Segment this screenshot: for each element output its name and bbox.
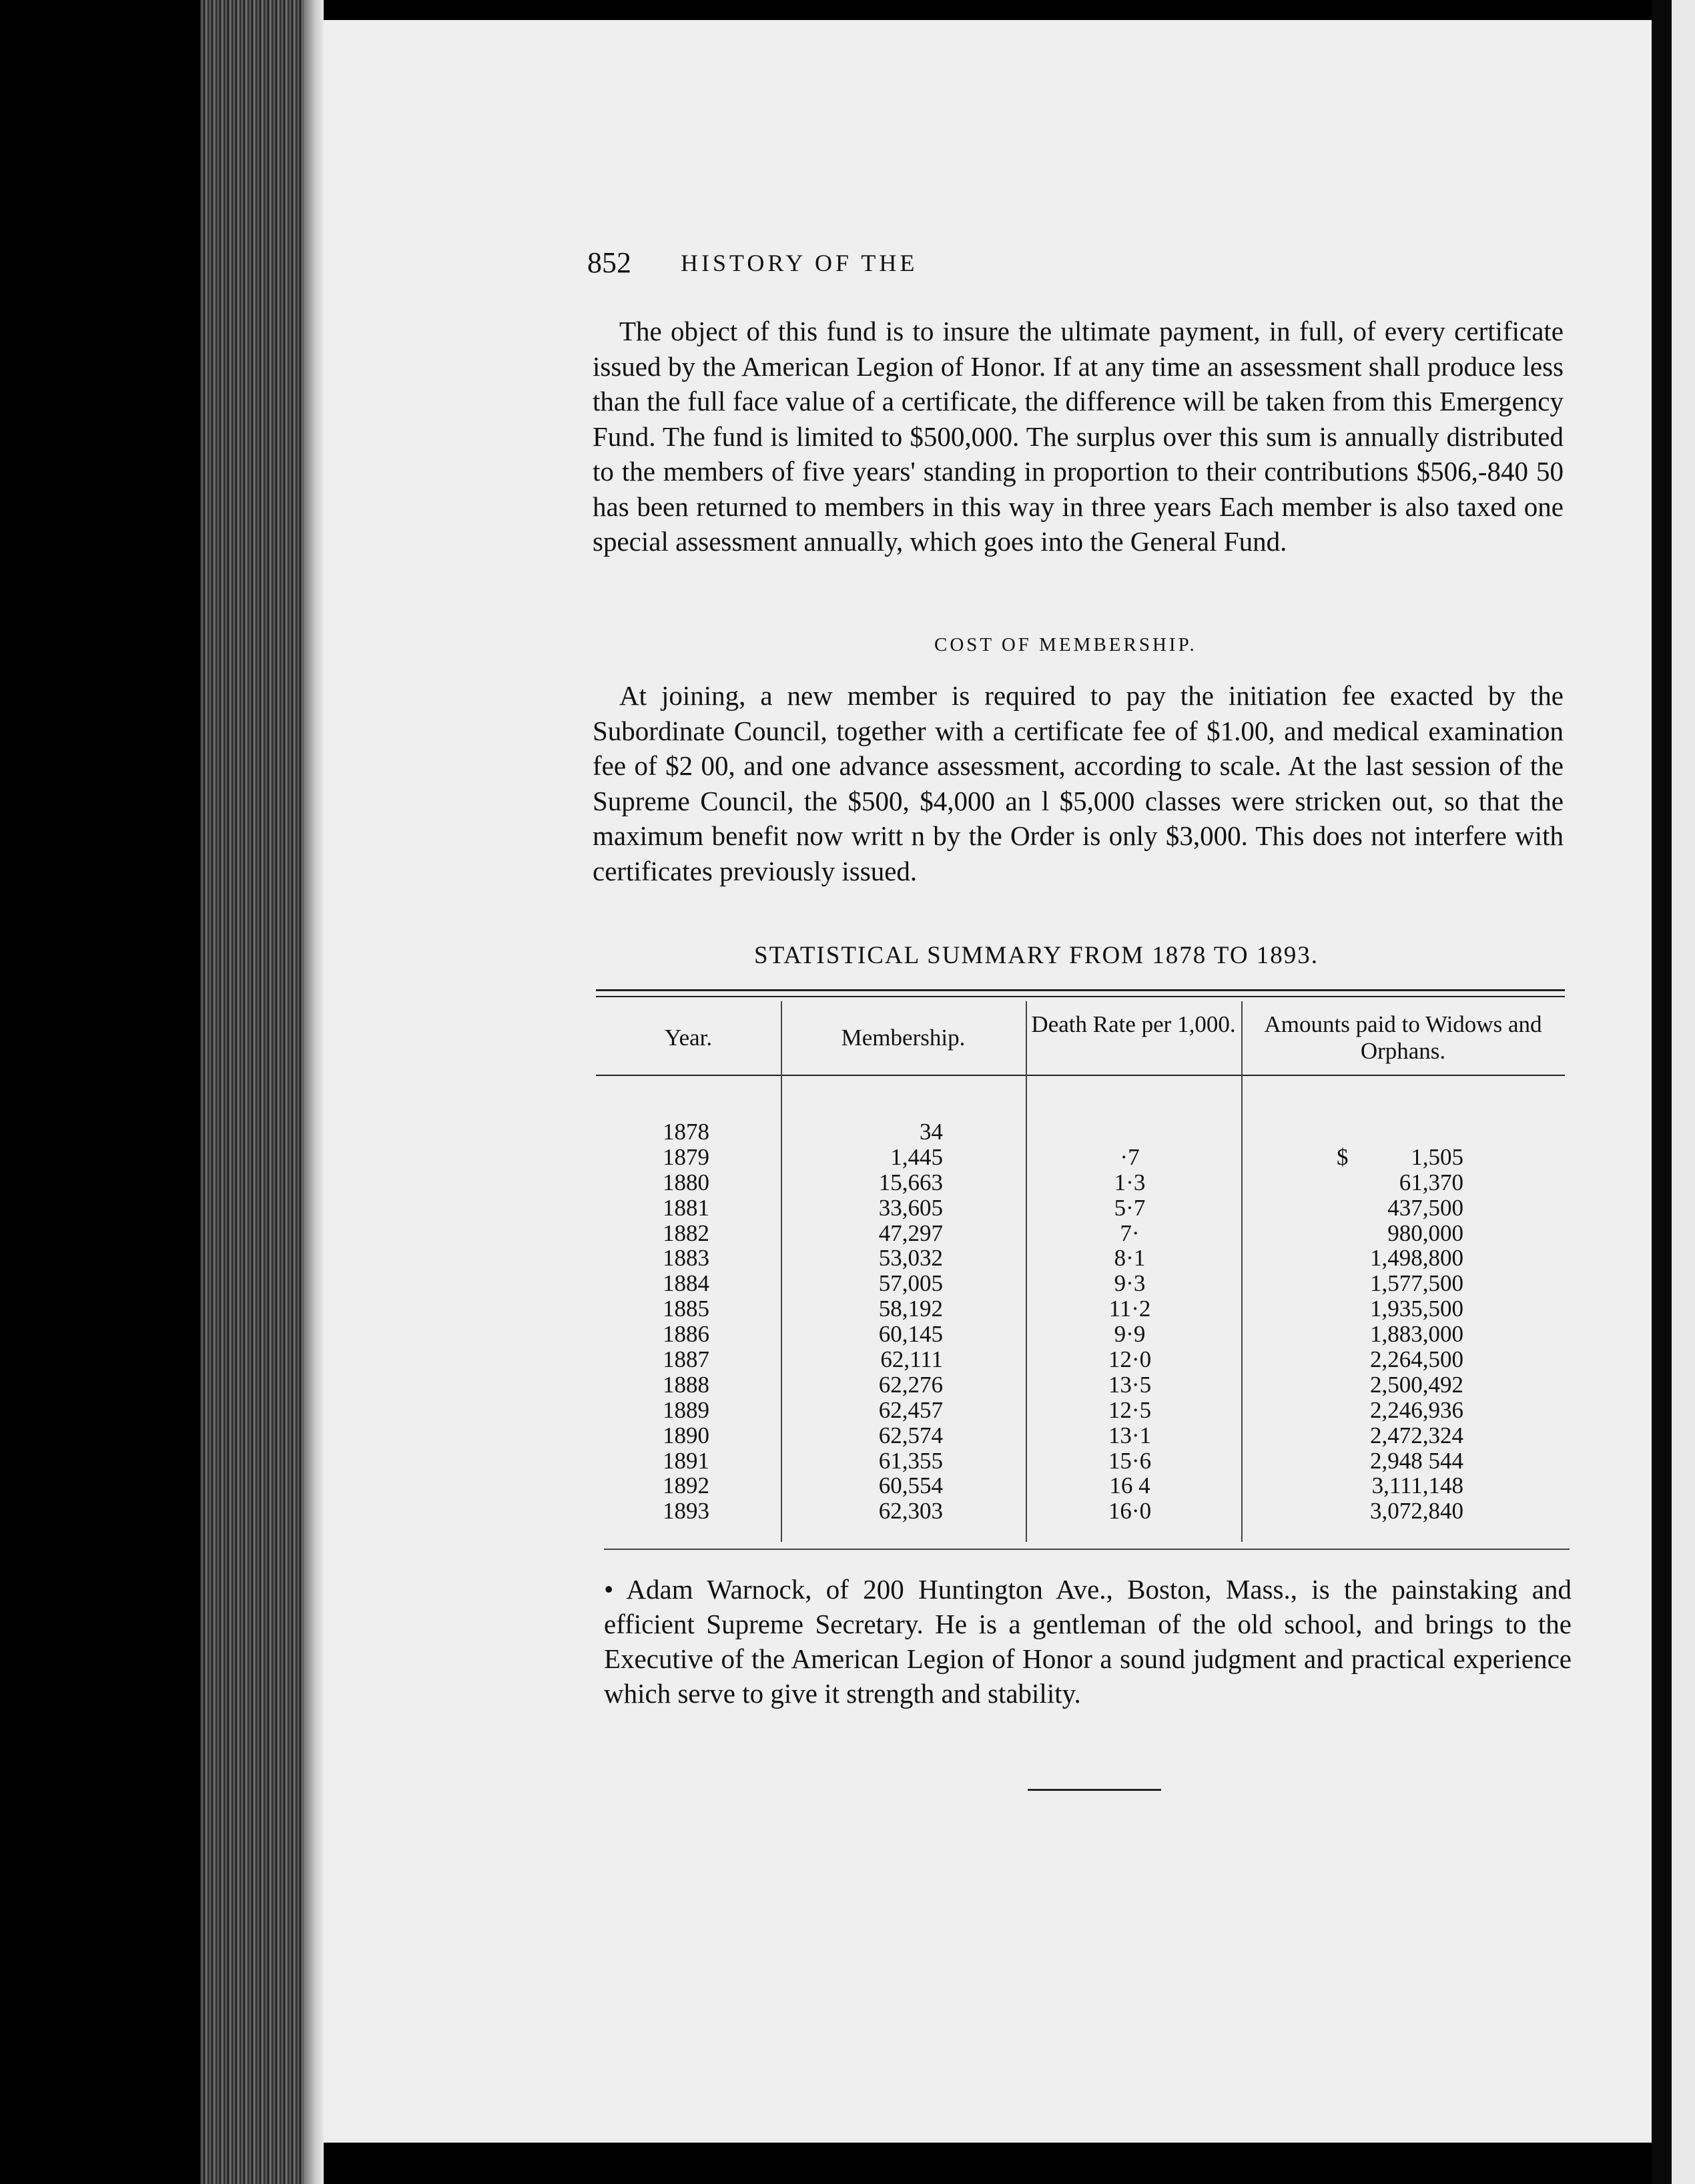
cell-amount: 3,111,148 <box>1371 1472 1463 1499</box>
cell-membership: 60,145 <box>878 1321 943 1348</box>
cell-year: 1884 <box>663 1270 709 1297</box>
cell-membership: 57,005 <box>878 1270 943 1297</box>
cell-death-rate: 7· <box>1120 1219 1140 1246</box>
table-row <box>596 1347 1565 1372</box>
page-number: 852 <box>587 246 631 279</box>
column-header-year: Year. <box>664 1025 713 1051</box>
cell-membership: 62,574 <box>878 1422 943 1448</box>
cell-death-rate: 9·3 <box>1114 1270 1146 1297</box>
cell-year: 1878 <box>663 1119 709 1145</box>
table-caption: STATISTICAL SUMMARY FROM 1878 TO 1893. <box>754 942 1319 969</box>
cell-death-rate: 13·5 <box>1108 1371 1152 1398</box>
cell-death-rate: 16 4 <box>1109 1472 1150 1499</box>
cell-membership: 61,355 <box>878 1447 943 1474</box>
cell-membership: 62,303 <box>878 1498 943 1525</box>
table-row <box>596 1296 1565 1322</box>
cell-membership: 53,032 <box>878 1245 943 1272</box>
cell-year: 1882 <box>663 1219 709 1246</box>
cell-death-rate: ·7 <box>1120 1143 1140 1170</box>
cell-amount: 1,883,000 <box>1370 1321 1463 1348</box>
right-margin-shadow <box>1652 0 1672 2184</box>
table-row <box>596 1246 1565 1271</box>
cell-year: 1879 <box>663 1143 709 1170</box>
table-top-rule-thin <box>596 996 1565 997</box>
cell-death-rate: 8·1 <box>1114 1245 1146 1272</box>
table-row <box>596 1221 1565 1246</box>
cell-amount: 2,264,500 <box>1370 1346 1463 1373</box>
cell-year: 1891 <box>663 1447 709 1474</box>
table-row <box>596 1398 1565 1423</box>
table-header-rule <box>596 1075 1565 1076</box>
cell-year: 1886 <box>663 1321 709 1348</box>
cell-amount: 980,000 <box>1387 1219 1463 1246</box>
paragraph-emergency-fund: The object of this fund is to insure the ultimate payment, in full, of every certificate issued by the American Legion of Honor. If at any time an assessment shall produce less than the full face value of a certificate, the difference will be taken from this Emergency Fund. The fund is limited to $500,000. The surplus over this sum is annually distributed to the members of five years' standing in proportion to their contributions $506,-840 50 has been returned to members in this way in three years Each member is also taxed one special assessment annually, which goes into the General Fund. <box>593 316 1564 557</box>
table-row <box>596 1448 1565 1474</box>
cell-year: 1887 <box>663 1346 709 1373</box>
cell-membership: 62,111 <box>880 1346 943 1373</box>
column-header-membership: Membership. <box>841 1025 966 1051</box>
cell-membership: 34 <box>920 1119 943 1145</box>
cell-year: 1885 <box>663 1296 709 1322</box>
book-page-edges <box>200 0 320 2184</box>
cell-amount: 3,072,840 <box>1370 1498 1463 1525</box>
cell-amount: 2,500,492 <box>1370 1371 1463 1398</box>
cell-membership: 33,605 <box>878 1194 943 1221</box>
table-row <box>596 1498 1565 1524</box>
cell-membership: 60,554 <box>878 1472 943 1499</box>
table-row <box>596 1145 1565 1170</box>
table-row <box>596 1322 1565 1347</box>
cell-death-rate: 5·7 <box>1114 1194 1146 1221</box>
column-header-death-rate: Death Rate per 1,000. <box>1031 1011 1236 1037</box>
table-row <box>596 1271 1565 1296</box>
cell-membership: 15,663 <box>878 1169 943 1195</box>
cell-amount: 1,498,800 <box>1370 1245 1463 1272</box>
cell-death-rate: 9·9 <box>1114 1321 1146 1348</box>
cell-amount: 1,577,500 <box>1370 1270 1463 1297</box>
cell-year: 1889 <box>663 1396 709 1423</box>
table-row <box>596 1195 1565 1221</box>
cell-amount: 1,505 <box>1411 1143 1463 1170</box>
cell-membership: 62,457 <box>878 1396 943 1423</box>
cell-membership: 1,445 <box>890 1143 943 1170</box>
cell-amount: 2,246,936 <box>1370 1396 1463 1423</box>
cell-year: 1883 <box>663 1245 709 1272</box>
dollar-sign: $ <box>1337 1143 1349 1170</box>
cell-death-rate: 13·1 <box>1108 1422 1152 1448</box>
cell-year: 1893 <box>663 1498 709 1525</box>
table-top-rule <box>596 989 1565 991</box>
cell-year: 1888 <box>663 1371 709 1398</box>
cell-death-rate: 15·6 <box>1108 1447 1152 1474</box>
cell-year: 1880 <box>663 1169 709 1195</box>
table-row <box>596 1170 1565 1195</box>
paragraph-cost-of-membership: At joining, a new member is required to pay the initiation fee exacted by the Subordinate Council, together with a certificate fee of $1.00, and medical examination fee of $2 00, and one advance assessment, according to scale. At the last session of the Supreme Council, the $500, $4,000 an l $5,000 classes were stricken out, so that the maximum benefit now writt n by the Order is only $3,000. This does not interfere with certificates previously issued. <box>593 680 1564 886</box>
cell-death-rate: 16·0 <box>1108 1498 1152 1525</box>
facing-page-strip <box>1672 0 1695 2184</box>
cell-membership: 47,297 <box>878 1219 943 1246</box>
cell-amount: 2,472,324 <box>1370 1422 1463 1448</box>
closing-rule <box>1028 1789 1161 1791</box>
table-bottom-rule <box>604 1549 1570 1550</box>
cell-death-rate: 12·5 <box>1108 1396 1152 1423</box>
cell-year: 1892 <box>663 1472 709 1499</box>
column-header-amounts: Amounts paid to Widows and Orphans. <box>1264 1011 1542 1064</box>
table-row <box>596 1473 1565 1498</box>
cell-death-rate: 11·2 <box>1108 1296 1151 1322</box>
cell-membership: 58,192 <box>878 1296 943 1322</box>
cell-amount: 437,500 <box>1387 1194 1463 1221</box>
cell-death-rate: 12·0 <box>1108 1346 1152 1373</box>
running-head: HISTORY OF THE <box>681 250 918 276</box>
section-heading: COST OF MEMBERSHIP. <box>934 634 1197 655</box>
footnote-adam-warnock: • Adam Warnock, of 200 Huntington Ave., Boston, Mass., is the painstaking and efficient Supreme Secretary. He is a gentleman of the old school, and brings to the Executive of the American Legion of Honor a sound judgment and practical experience which serve to give it strength and stability. <box>604 1574 1572 1709</box>
cell-amount: 61,370 <box>1399 1169 1463 1195</box>
cell-year: 1890 <box>663 1422 709 1448</box>
cell-death-rate: 1·3 <box>1114 1169 1146 1195</box>
table-row <box>596 1372 1565 1398</box>
table-row <box>596 1119 1565 1145</box>
page-gutter <box>304 0 324 2184</box>
cell-year: 1881 <box>663 1194 709 1221</box>
table-body <box>596 1119 1565 1524</box>
cell-amount: 1,935,500 <box>1370 1296 1463 1322</box>
table-row <box>596 1423 1565 1448</box>
cell-amount: 2,948 544 <box>1370 1447 1463 1474</box>
cell-membership: 62,276 <box>878 1371 943 1398</box>
